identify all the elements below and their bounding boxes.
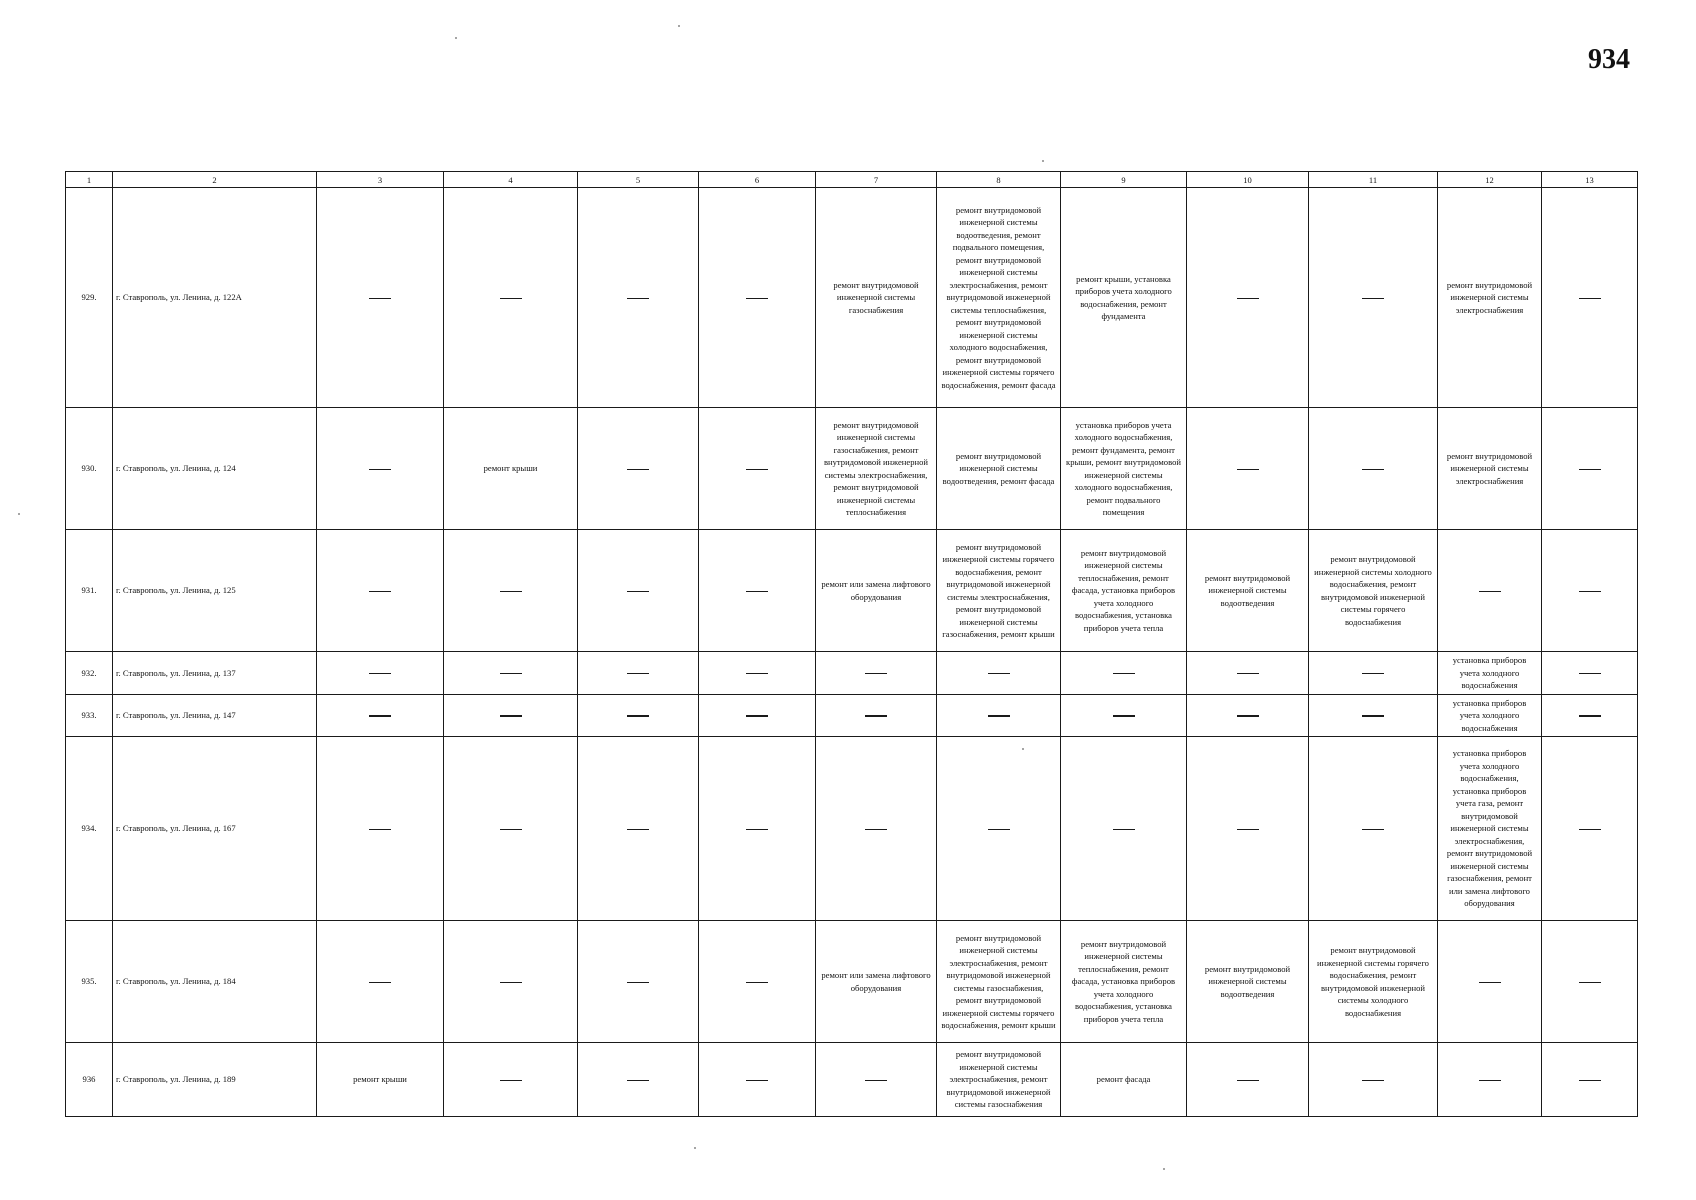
dash-mark [746,469,768,470]
table-row [66,694,1638,737]
empty-cell [937,652,1061,695]
empty-cell [699,694,816,737]
scan-speck [1163,1168,1165,1170]
empty-cell [1309,652,1438,695]
dash-mark [627,982,649,983]
work-type-cell: ремонт внутридомовой инженерной системы водоотведения [1187,530,1309,652]
building-address: г. Ставрополь, ул. Ленина, д. 124 [113,408,317,530]
building-address: г. Ставрополь, ул. Ленина, д. 189 [113,1043,317,1117]
dash-mark [1362,673,1384,674]
dash-mark [500,982,522,983]
empty-cell [317,530,444,652]
dash-mark [1237,715,1259,716]
table-row [66,652,1638,695]
work-type-cell: установка приборов учета холодного водоснабжения, ремонт фундамента, ремонт крыши, ремонт внутридомовой инженерной системы холодного водоснабжения, ремонт подвального помещения [1061,408,1187,530]
dash-mark [1362,715,1384,716]
work-type-cell: установка приборов учета холодного водоснабжения, установка приборов учета газа, ремонт внутридомовой инженерной системы электроснабжения, ремонт внутридомовой инженерной системы газоснабжения, ремонт или замена лифтового оборудования [1438,737,1542,921]
scan-speck [1022,748,1024,750]
dash-mark [1579,829,1601,830]
column-number: 5 [578,172,699,188]
work-type-cell: ремонт внутридомовой инженерной системы газоснабжения [816,188,937,408]
work-type-cell: ремонт внутридомовой инженерной системы электроснабжения, ремонт внутридомовой инженерной системы газоснабжения [937,1043,1061,1117]
column-number: 3 [317,172,444,188]
empty-cell [1309,408,1438,530]
empty-cell [444,188,578,408]
empty-cell [444,530,578,652]
dash-mark [1113,829,1135,830]
empty-cell [1187,737,1309,921]
dash-mark [627,673,649,674]
scan-speck [18,513,20,515]
empty-cell [1061,652,1187,695]
empty-cell [1438,530,1542,652]
work-type-cell: ремонт внутридомовой инженерной системы электроснабжения [1438,408,1542,530]
empty-cell [816,737,937,921]
empty-cell [937,694,1061,737]
dash-mark [1362,298,1384,299]
empty-cell [317,694,444,737]
work-type-cell: ремонт внутридомовой инженерной системы водоотведения, ремонт подвального помещения, ремонт внутридомовой инженерной системы электроснабжения, ремонт внутридомовой инженерной системы теплоснабжения, ремонт внутридомовой инженерной системы холодного водоснабжения, ремонт внутридомовой инженерной системы горячего водоснабжения, ремонт фасада [937,188,1061,408]
empty-cell [578,408,699,530]
dash-mark [746,715,768,716]
work-type-cell: ремонт фасада [1061,1043,1187,1117]
dash-mark [1237,469,1259,470]
dash-mark [369,982,391,983]
dash-mark [500,591,522,592]
dash-mark [865,829,887,830]
empty-cell [1542,188,1638,408]
empty-cell [1309,188,1438,408]
building-address: г. Ставрополь, ул. Ленина, д. 122А [113,188,317,408]
work-type-cell: ремонт или замена лифтового оборудования [816,530,937,652]
empty-cell [1187,408,1309,530]
empty-cell [1542,921,1638,1043]
column-number: 7 [816,172,937,188]
dash-mark [500,1080,522,1081]
empty-cell [1187,1043,1309,1117]
dash-mark [627,1080,649,1081]
dash-mark [1362,1080,1384,1081]
work-type-cell: ремонт внутридомовой инженерной системы водоотведения, ремонт фасада [937,408,1061,530]
row-number: 935. [66,921,113,1043]
dash-mark [627,591,649,592]
dash-mark [1479,591,1501,592]
column-number: 13 [1542,172,1638,188]
empty-cell [816,652,937,695]
building-address: г. Ставрополь, ул. Ленина, д. 147 [113,694,317,737]
empty-cell [444,921,578,1043]
empty-cell [816,694,937,737]
empty-cell [317,652,444,695]
empty-cell [699,921,816,1043]
dash-mark [627,469,649,470]
empty-cell [699,652,816,695]
column-number: 1 [66,172,113,188]
dash-mark [500,715,522,716]
dash-mark [1479,982,1501,983]
empty-cell [578,652,699,695]
row-number: 929. [66,188,113,408]
dash-mark [1113,715,1135,716]
work-type-cell: ремонт внутридомовой инженерной системы теплоснабжения, ремонт фасада, установка приборов учета холодного водоснабжения, установка приборов учета тепла [1061,921,1187,1043]
dash-mark [627,298,649,299]
column-number-row [66,172,1638,188]
empty-cell [1061,694,1187,737]
dash-mark [1479,1080,1501,1081]
work-type-cell: ремонт внутридомовой инженерной системы горячего водоснабжения, ремонт внутридомовой инженерной системы холодного водоснабжения [1309,921,1438,1043]
column-number: 2 [113,172,317,188]
table-body [66,172,1638,1117]
row-number: 932. [66,652,113,695]
dash-mark [746,1080,768,1081]
empty-cell [317,921,444,1043]
empty-cell [444,1043,578,1117]
empty-cell [444,694,578,737]
empty-cell [578,694,699,737]
dash-mark [1237,673,1259,674]
empty-cell [699,737,816,921]
dash-mark [369,591,391,592]
work-type-cell: ремонт внутридомовой инженерной системы холодного водоснабжения, ремонт внутридомовой инженерной системы горячего водоснабжения [1309,530,1438,652]
work-type-cell: установка приборов учета холодного водоснабжения [1438,652,1542,695]
row-number: 934. [66,737,113,921]
empty-cell [699,408,816,530]
dash-mark [500,829,522,830]
empty-cell [699,1043,816,1117]
row-number: 930. [66,408,113,530]
dash-mark [1237,829,1259,830]
scan-speck [678,25,680,27]
empty-cell [1542,408,1638,530]
dash-mark [1579,715,1601,716]
dash-mark [500,673,522,674]
empty-cell [816,1043,937,1117]
repair-schedule-table-wrapper [65,171,1633,1117]
dash-mark [369,469,391,470]
dash-mark [1579,298,1601,299]
repair-schedule-table [65,171,1638,1117]
column-number: 8 [937,172,1061,188]
dash-mark [746,982,768,983]
dash-mark [746,673,768,674]
row-number: 933. [66,694,113,737]
work-type-cell: ремонт внутридомовой инженерной системы водоотведения [1187,921,1309,1043]
table-row [66,921,1638,1043]
dash-mark [369,829,391,830]
dash-mark [1579,469,1601,470]
table-row [66,188,1638,408]
table-row [66,737,1638,921]
empty-cell [1309,737,1438,921]
dash-mark [1579,1080,1601,1081]
building-address: г. Ставрополь, ул. Ленина, д. 167 [113,737,317,921]
dash-mark [369,715,391,716]
dash-mark [627,829,649,830]
work-type-cell: ремонт или замена лифтового оборудования [816,921,937,1043]
empty-cell [578,188,699,408]
table-row [66,530,1638,652]
empty-cell [1187,188,1309,408]
building-address: г. Ставрополь, ул. Ленина, д. 137 [113,652,317,695]
column-number: 11 [1309,172,1438,188]
empty-cell [1187,694,1309,737]
empty-cell [1061,737,1187,921]
building-address: г. Ставрополь, ул. Ленина, д. 184 [113,921,317,1043]
empty-cell [1438,1043,1542,1117]
scan-speck [1042,160,1044,162]
scan-speck [694,1147,696,1149]
empty-cell [1542,694,1638,737]
dash-mark [1579,591,1601,592]
work-type-cell: ремонт крыши [317,1043,444,1117]
dash-mark [746,591,768,592]
work-type-cell: ремонт внутридомовой инженерной системы газоснабжения, ремонт внутридомовой инженерной системы электроснабжения, ремонт внутридомовой инженерной системы теплоснабжения [816,408,937,530]
empty-cell [1542,1043,1638,1117]
work-type-cell: ремонт внутридомовой инженерной системы электроснабжения [1438,188,1542,408]
empty-cell [937,737,1061,921]
work-type-cell: ремонт внутридомовой инженерной системы электроснабжения, ремонт внутридомовой инженерной системы газоснабжения, ремонт внутридомовой инженерной системы горячего водоснабжения, ремонт крыши [937,921,1061,1043]
empty-cell [1309,694,1438,737]
empty-cell [1187,652,1309,695]
empty-cell [1309,1043,1438,1117]
work-type-cell: установка приборов учета холодного водоснабжения [1438,694,1542,737]
work-type-cell: ремонт крыши, установка приборов учета холодного водоснабжения, ремонт фундамента [1061,188,1187,408]
empty-cell [578,530,699,652]
column-number: 6 [699,172,816,188]
dash-mark [500,298,522,299]
work-type-cell: ремонт внутридомовой инженерной системы теплоснабжения, ремонт фасада, установка приборов учета холодного водоснабжения, установка приборов учета тепла [1061,530,1187,652]
row-number: 936 [66,1043,113,1117]
dash-mark [1362,469,1384,470]
dash-mark [865,673,887,674]
dash-mark [369,298,391,299]
dash-mark [865,1080,887,1081]
empty-cell [1438,921,1542,1043]
dash-mark [369,673,391,674]
table-row [66,1043,1638,1117]
dash-mark [627,715,649,716]
empty-cell [578,1043,699,1117]
page-number: 934 [1588,44,1630,75]
table-row [66,408,1638,530]
column-number: 4 [444,172,578,188]
empty-cell [578,737,699,921]
empty-cell [317,188,444,408]
empty-cell [1542,530,1638,652]
empty-cell [578,921,699,1043]
scan-speck [455,37,457,39]
empty-cell [699,530,816,652]
dash-mark [988,715,1010,716]
dash-mark [988,829,1010,830]
dash-mark [746,298,768,299]
work-type-cell: ремонт крыши [444,408,578,530]
empty-cell [699,188,816,408]
empty-cell [317,408,444,530]
work-type-cell: ремонт внутридомовой инженерной системы горячего водоснабжения, ремонт внутридомовой инженерной системы электроснабжения, ремонт внутридомовой инженерной системы газоснабжения, ремонт крыши [937,530,1061,652]
dash-mark [1579,673,1601,674]
empty-cell [317,737,444,921]
row-number: 931. [66,530,113,652]
building-address: г. Ставрополь, ул. Ленина, д. 125 [113,530,317,652]
column-number: 10 [1187,172,1309,188]
dash-mark [1113,673,1135,674]
dash-mark [1237,1080,1259,1081]
column-number: 9 [1061,172,1187,188]
empty-cell [1542,737,1638,921]
dash-mark [1362,829,1384,830]
column-number: 12 [1438,172,1542,188]
dash-mark [1579,982,1601,983]
empty-cell [444,737,578,921]
dash-mark [865,715,887,716]
dash-mark [1237,298,1259,299]
empty-cell [1542,652,1638,695]
dash-mark [746,829,768,830]
dash-mark [988,673,1010,674]
empty-cell [444,652,578,695]
